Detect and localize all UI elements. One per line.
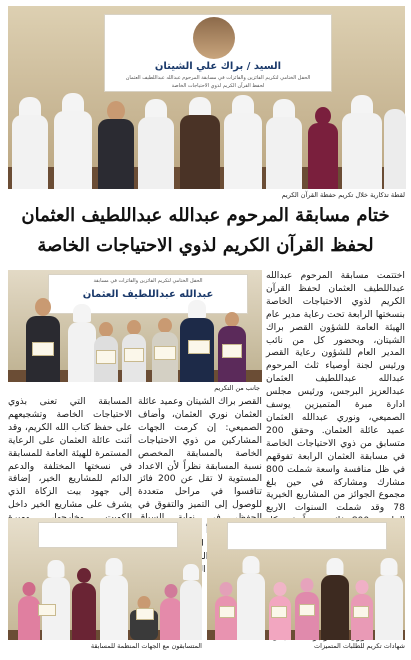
top-photo: [8, 6, 405, 189]
man-r3: [375, 558, 403, 640]
man-9: [384, 109, 406, 189]
middle-column-text: القصر براك الشيتان وعميد عائلة العثمان نوري العثمان، وأضاف الصميعي: إن كرمت الجهات المشاركين من ذوي الاحتياجات الخاصة بالمسابقة المخصص نسبة المسابقة نظراً لأن الاعداد المستوية لا تقل عن 200 فائز تنافسوا في مراحل متعددة للوصول إلى التميز والتفوق في: [138, 396, 262, 511]
man-4: [138, 99, 174, 189]
bottom-right-caption: شهادات تكريم للطلبات المتميزات: [314, 642, 405, 650]
headline-line-1: ختام مسابقة المرحوم عبدالله عبداللطيف العثمان: [21, 205, 390, 226]
man-8: [342, 95, 382, 189]
top-banner-subtitle: الحفل الختامي لتكريم الفائزين والفائزات في مسابقة المرحوم عبدالله عبداللطيف العثمان: [125, 75, 311, 81]
bottom-left-photo: [8, 518, 202, 640]
woman-1: [308, 107, 338, 189]
top-photo-caption: لقطة تذكارية خلال تكريم حفظة القرآن الكريم: [281, 191, 405, 199]
man-3: [98, 101, 134, 189]
top-banner-subline: لحفظ القرآن الكريم لذوي الاحتياجات الخاصة: [171, 83, 265, 89]
man-2-mid: [68, 304, 96, 382]
middle-column: [138, 396, 262, 512]
woman-b1: [72, 568, 96, 640]
man-6: [224, 95, 262, 189]
man-1: [12, 97, 48, 189]
girl-2: [160, 584, 182, 640]
man-2: [54, 93, 92, 189]
man-left: [26, 298, 60, 382]
right-column-text: اختتمت مسابقة المرحوم عبدالله عبداللطيف العثمان لحفظ القرآن الكريم لذوي الاحتياجات الخاصة بنسختها الرابعة تحت رعاية مدير عام الهيئة العامة للشؤون القصر براك الشيتان، وبحضور كل من نائب المدير العام للشؤون رعاية القصر ورئيس لجنة أوصياء ثلث المرحوم عبدالله عبداللطيف العثمان عبدالعزيز البرجس، ورئيس مجلس ادارة مبرة المتميزين يوسف الصميعي، ونوري عبدالله العثمان عميد عائلة العثمان. وحقق 200 متسابق من ذوي الاحتياجات الخاصة في مسابقة العثمان الرابعة تفوقهم في ظل منافسة واسعة شملت 800 مشارك ومشاركة في حين بلغ مجموع الجوائز من المشاريع الخيرية 78 وقد شملت السنوات الاربع: [266, 270, 405, 514]
headline-line-2: لحفظ القرآن الكريم لذوي الاحتياجات الخاصة: [37, 235, 374, 256]
bottom-right-photo: [207, 518, 405, 640]
middle-photo-caption: جانب من التكريم: [214, 384, 260, 392]
man-r1: [237, 556, 265, 640]
banner-portrait: [193, 17, 235, 59]
man-r2: [321, 558, 349, 640]
left-column-text: المسابقة التي تعنى بذوي الاحتياجات الخاصة وتشجيعهم على حفظ كتاب الله الكريم، وقد أثنت عائلة العثمان على الرعاية المستمرة للهيئة العامة للمسابقة في نسختها المختلفة والدعم الدائم للمشاريع الخير، إضافة إلى جهود بيت الزكاة الذي يشرف على مشاريع الخير داخل: [8, 396, 132, 511]
man-7: [266, 99, 302, 189]
bottom-left-caption: المتسابقون مع الجهات المنظمة للمسابقة: [90, 642, 202, 650]
left-column: [8, 396, 132, 512]
middle-banner-title: عبدالله عبداللطيف العثمان: [82, 289, 214, 300]
man-b3: [180, 564, 202, 640]
man-b2: [100, 558, 128, 640]
top-banner: [104, 14, 332, 92]
man-5: [180, 97, 220, 189]
man-b1: [42, 560, 70, 640]
right-column: [266, 270, 405, 512]
middle-banner-subtitle: الحفل الختامي لتكريم الفائزين والفائزات في مسابقة: [93, 278, 203, 284]
girl-1: [18, 582, 40, 640]
middle-photo: [8, 270, 262, 382]
top-banner-title: السيد / براك علي الشيتان: [154, 61, 282, 72]
